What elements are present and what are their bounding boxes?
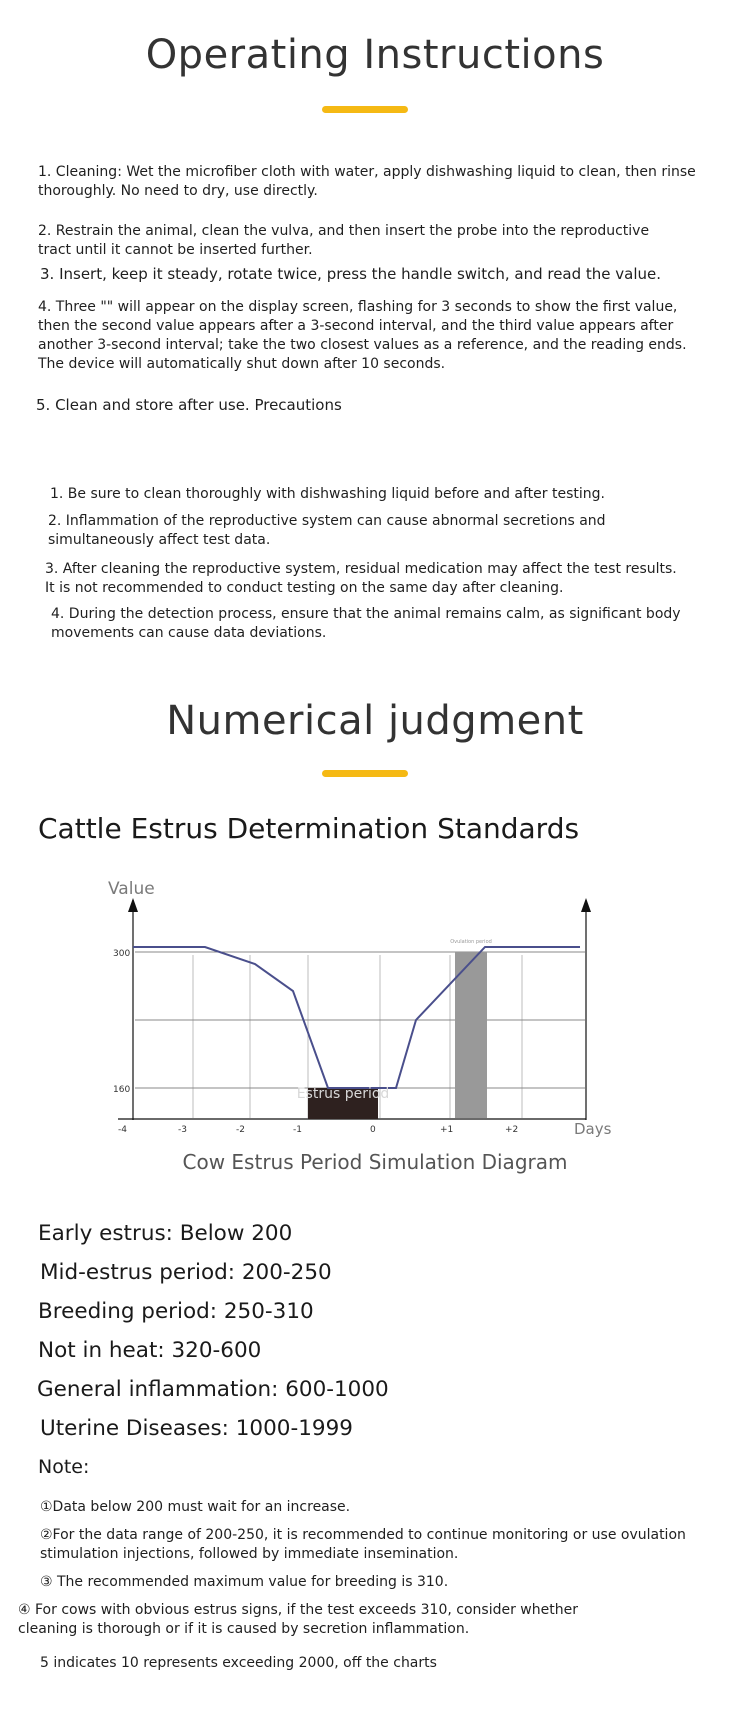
precaution-1: 1. Be sure to clean thoroughly with dishwashing liquid before and after testing. bbox=[50, 486, 605, 502]
instruction-step-5: 5. Clean and store after use. Precautions bbox=[36, 396, 342, 414]
x-tick-0: 0 bbox=[370, 1125, 376, 1135]
ovulation-period-label: Ovulation period bbox=[450, 939, 492, 945]
x-axis-label: Days bbox=[574, 1120, 612, 1138]
note-item-1: ①Data below 200 must wait for an increase. bbox=[40, 1499, 351, 1515]
y-tick-300: 300 bbox=[113, 949, 131, 959]
x-tick-plus2: +2 bbox=[505, 1125, 519, 1135]
right-axis-arrow bbox=[581, 898, 591, 912]
title-underline-bar-2 bbox=[322, 770, 408, 777]
note-item-2: ②For the data range of 200-250, it is recommended to continue monitoring or use ovulation stimulation injections, followed by immediate insemination. bbox=[40, 1527, 686, 1562]
standard-breeding-period: Breeding period: 250-310 bbox=[38, 1299, 314, 1324]
instruction-step-2: 2. Restrain the animal, clean the vulva, and then insert the probe into the reproductive tract until it cannot be inserted further. bbox=[38, 223, 650, 258]
x-tick-minus4: -4 bbox=[118, 1125, 127, 1135]
instruction-step-3: 3. Insert, keep it steady, rotate twice, press the handle switch, and read the value. bbox=[40, 265, 662, 283]
precaution-4: 4. During the detection process, ensure that the animal remains calm, as significant body movements can cause data deviations. bbox=[51, 606, 681, 641]
standards-subtitle: Cattle Estrus Determination Standards bbox=[38, 812, 580, 845]
x-tick-plus1: +1 bbox=[440, 1125, 454, 1135]
x-tick-minus2: -2 bbox=[236, 1125, 245, 1135]
y-axis-arrow bbox=[128, 898, 138, 912]
ovulation-period-box bbox=[455, 952, 487, 1118]
standard-not-in-heat: Not in heat: 320-600 bbox=[38, 1338, 262, 1363]
note-item-3: ③ The recommended maximum value for breeding is 310. bbox=[40, 1574, 449, 1590]
chart-caption: Cow Estrus Period Simulation Diagram bbox=[182, 1150, 568, 1174]
precaution-3: 3. After cleaning the reproductive system, residual medication may affect the test results. It is not recommended to conduct testing on the same day after cleaning. bbox=[45, 561, 677, 596]
section-title-operating-instructions: Operating Instructions bbox=[145, 32, 605, 78]
standard-mid-estrus: Mid-estrus period: 200-250 bbox=[40, 1260, 332, 1285]
note-footer: 5 indicates 10 represents exceeding 2000, off the charts bbox=[40, 1655, 437, 1671]
standard-uterine-diseases: Uterine Diseases: 1000-1999 bbox=[40, 1416, 353, 1441]
precaution-2: 2. Inflammation of the reproductive system can cause abnormal secretions and simultaneously affect test data. bbox=[48, 513, 606, 548]
instruction-step-1: 1. Cleaning: Wet the microfiber cloth with water, apply dishwashing liquid to clean, then rinse thoroughly. No need to dry, use directly. bbox=[38, 164, 696, 199]
title-underline-bar bbox=[322, 106, 408, 113]
note-item-4: ④ For cows with obvious estrus signs, if the test exceeds 310, consider whether cleaning is thorough or if it is caused by secretion inflammation. bbox=[18, 1602, 578, 1637]
standard-early-estrus: Early estrus: Below 200 bbox=[38, 1221, 293, 1246]
x-tick-minus3: -3 bbox=[178, 1125, 187, 1135]
y-axis-label: Value bbox=[108, 879, 155, 899]
y-tick-160: 160 bbox=[113, 1085, 131, 1095]
estrus-curve-line bbox=[133, 947, 580, 1088]
estrus-period-label-text: Estrus period bbox=[296, 1086, 390, 1102]
x-tick-minus1: -1 bbox=[293, 1125, 302, 1135]
note-label: Note: bbox=[38, 1456, 90, 1478]
instruction-step-4: 4. Three "" will appear on the display screen, flashing for 3 seconds to show the first value, then the second value appears after a 3-second interval, and the third value appears after another 3-second interval; take the two closest values as a reference, and the reading ends. The device will automatically shut down after 10 seconds. bbox=[38, 299, 687, 372]
section-title-numerical-judgment: Numerical judgment bbox=[166, 698, 584, 744]
estrus-chart bbox=[0, 870, 750, 1180]
estrus-period-label bbox=[297, 1086, 390, 1102]
standard-general-inflammation: General inflammation: 600-1000 bbox=[37, 1377, 389, 1402]
